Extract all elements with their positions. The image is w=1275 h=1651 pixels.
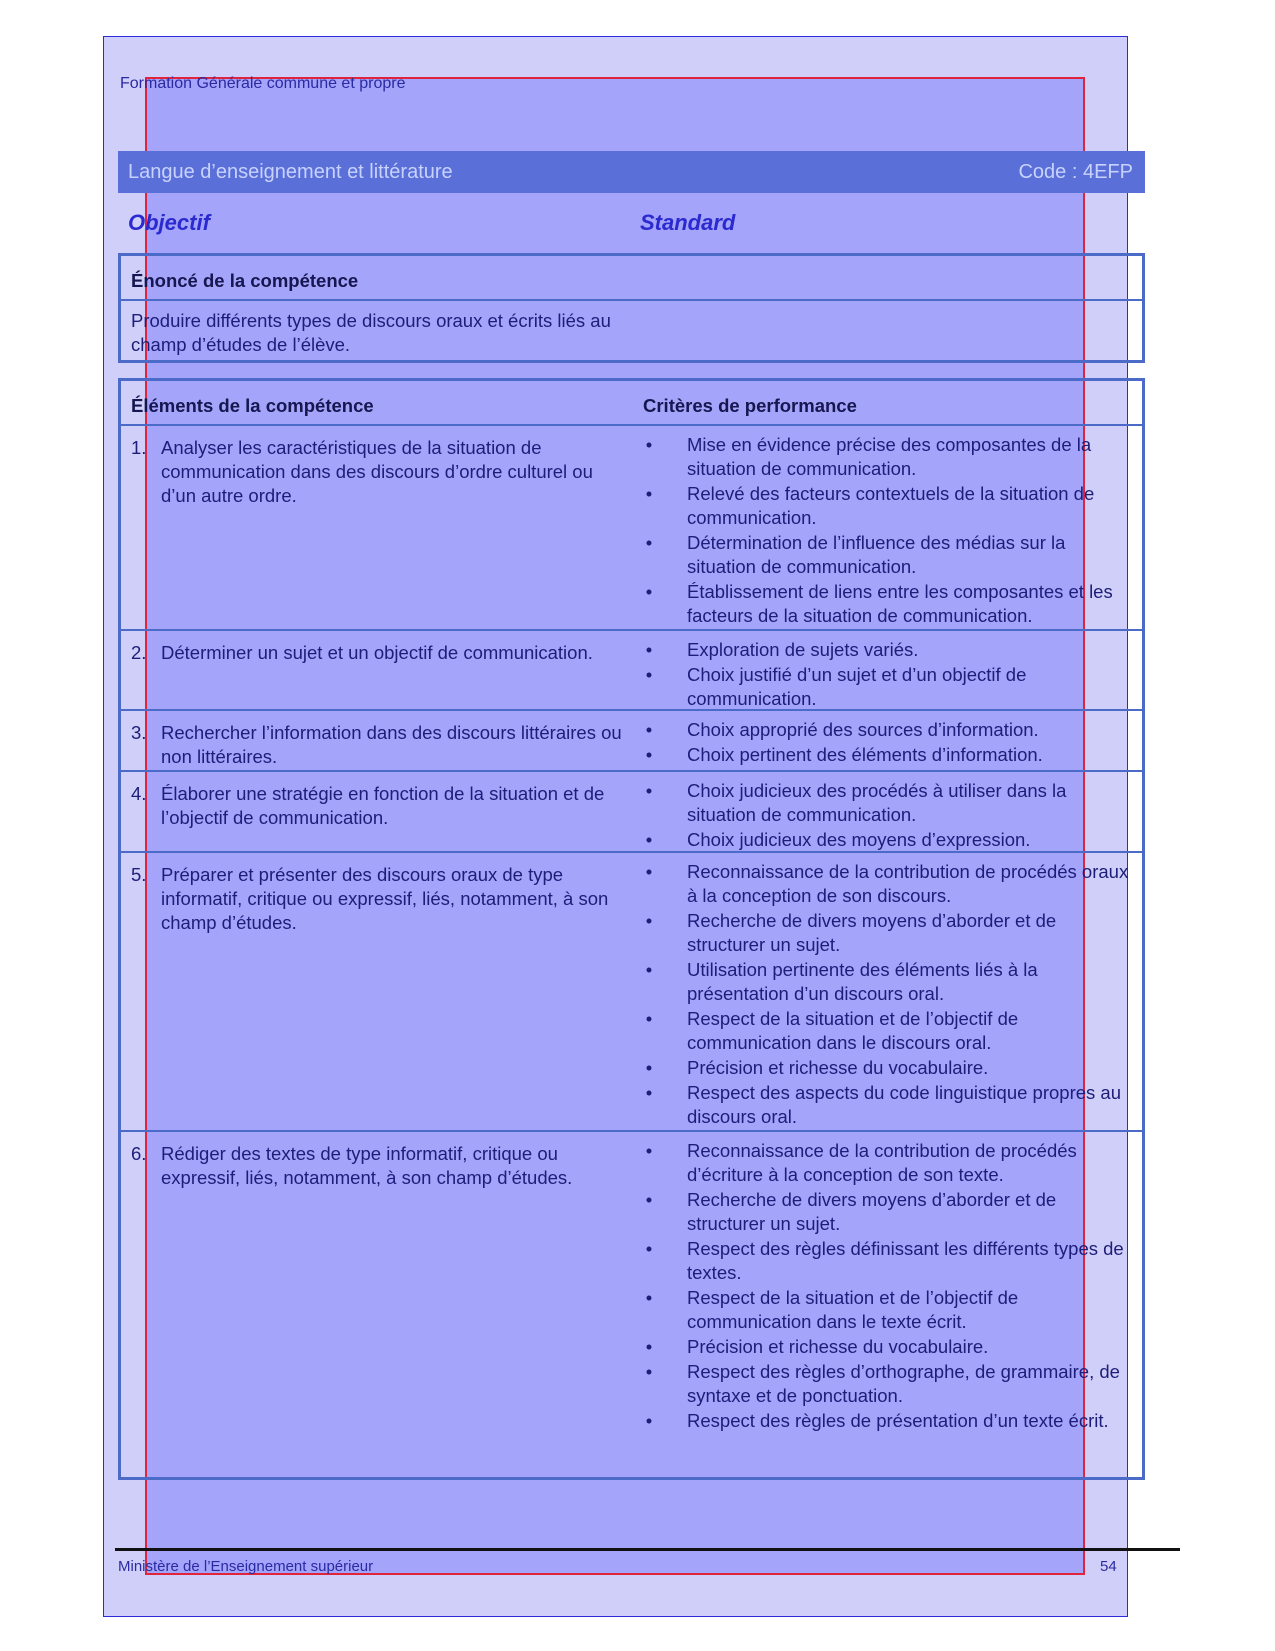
criteria-text: Recherche de divers moyens d’aborder et de structurer un sujet. <box>687 1189 1057 1234</box>
bullet-icon: • <box>645 780 653 801</box>
element-cell <box>131 863 631 935</box>
criteria-item <box>643 531 1133 579</box>
criteria-heading: Critères de performance <box>643 395 857 416</box>
criteria-text: Précision et richesse du vocabulaire. <box>687 1336 989 1357</box>
element-number: 2. <box>131 642 147 663</box>
criteria-item <box>643 1360 1133 1408</box>
bullet-icon: • <box>645 719 653 740</box>
elements-header-row <box>121 381 1142 426</box>
criteria-text: Reconnaissance de la contribution de procédés oraux à la conception de son discours. <box>687 861 1129 906</box>
bullet-icon: • <box>645 861 653 882</box>
criteria-item <box>643 860 1133 908</box>
bullet-icon: • <box>645 1361 653 1382</box>
criteria-item <box>643 779 1133 827</box>
criteria-item <box>643 743 1133 767</box>
bullet-icon: • <box>645 910 653 931</box>
table-row <box>121 772 1142 853</box>
bullet-icon: • <box>645 664 653 685</box>
bullet-icon: • <box>645 434 653 455</box>
element-number: 1. <box>131 437 147 458</box>
criteria-text: Choix judicieux des moyens d’expression. <box>687 829 1031 850</box>
criteria-text: Respect de la situation et de l’objectif de communication dans le texte écrit. <box>687 1287 1019 1332</box>
enonce-heading: Énoncé de la compétence <box>121 256 1142 301</box>
criteria-item <box>643 1056 1133 1080</box>
bullet-icon: • <box>645 532 653 553</box>
bullet-icon: • <box>645 483 653 504</box>
criteria-item <box>643 1237 1133 1285</box>
enonce-text: Produire différents types de discours oraux et écrits liés au champ d’études de l’élève. <box>131 310 611 355</box>
criteria-cell <box>643 1139 1133 1434</box>
title-bar <box>118 151 1145 193</box>
elements-rows <box>121 426 1142 1472</box>
bullet-icon: • <box>645 1287 653 1308</box>
element-cell <box>131 782 631 830</box>
bullet-icon: • <box>645 1336 653 1357</box>
elements-heading: Éléments de la compétence <box>131 395 374 416</box>
element-text: Rédiger des textes de type informatif, critique ou expressif, liés, notamment, à son champ d’études. <box>161 1143 573 1188</box>
criteria-text: Respect de la situation et de l’objectif de communication dans le discours oral. <box>687 1008 1019 1053</box>
element-cell <box>131 1142 631 1190</box>
table-row <box>121 711 1142 772</box>
element-number: 4. <box>131 783 147 804</box>
criteria-text: Utilisation pertinente des éléments liés à la présentation d’un discours oral. <box>687 959 1038 1004</box>
criteria-text: Reconnaissance de la contribution de procédés d’écriture à la conception de son texte. <box>687 1140 1077 1185</box>
bullet-icon: • <box>645 1410 653 1431</box>
criteria-item <box>643 482 1133 530</box>
bullet-icon: • <box>645 744 653 765</box>
criteria-text: Respect des aspects du code linguistique propres au discours oral. <box>687 1082 1121 1127</box>
criteria-text: Choix approprié des sources d’information. <box>687 719 1039 740</box>
bullet-icon: • <box>645 1082 653 1103</box>
criteria-text: Respect des règles définissant les différents types de textes. <box>687 1238 1124 1283</box>
criteria-item <box>643 1335 1133 1359</box>
bullet-icon: • <box>645 829 653 850</box>
element-text: Élaborer une stratégie en fonction de la situation et de l’objectif de communication. <box>161 783 605 828</box>
footer-ministry: Ministère de l’Enseignement supérieur <box>118 1558 374 1575</box>
criteria-text: Respect des règles de présentation d’un texte écrit. <box>687 1410 1109 1431</box>
element-text: Rechercher l’information dans des discours littéraires ou non littéraires. <box>161 722 622 767</box>
criteria-item <box>643 958 1133 1006</box>
criteria-text: Recherche de divers moyens d’aborder et de structurer un sujet. <box>687 910 1057 955</box>
criteria-item <box>643 909 1133 957</box>
element-cell <box>131 641 631 665</box>
criteria-item <box>643 580 1133 628</box>
criteria-item <box>643 1081 1133 1129</box>
element-cell <box>131 721 631 769</box>
criteria-text: Exploration de sujets variés. <box>687 639 919 660</box>
criteria-item <box>643 1188 1133 1236</box>
criteria-item <box>643 718 1133 742</box>
objectif-label: Objectif <box>128 210 210 235</box>
table-row <box>121 1132 1142 1472</box>
element-number: 5. <box>131 864 147 885</box>
criteria-cell <box>643 779 1133 853</box>
criteria-text: Établissement de liens entre les composantes et les facteurs de la situation de communication. <box>687 581 1113 626</box>
element-cell <box>131 436 631 508</box>
table-row <box>121 631 1142 711</box>
running-header: Formation Générale commune et propre <box>120 75 406 92</box>
table-row <box>121 853 1142 1132</box>
bullet-icon: • <box>645 639 653 660</box>
criteria-item <box>643 1139 1133 1187</box>
criteria-text: Détermination de l’influence des médias sur la situation de communication. <box>687 532 1066 577</box>
element-text: Déterminer un sujet et un objectif de communication. <box>161 642 593 663</box>
criteria-text: Choix judicieux des procédés à utiliser dans la situation de communication. <box>687 780 1067 825</box>
table-row <box>121 426 1142 631</box>
element-text: Analyser les caractéristiques de la situation de communication dans des discours d’ordre culturel ou d’un autre ordre. <box>161 437 593 506</box>
criteria-cell <box>643 860 1133 1130</box>
elements-table <box>118 378 1145 1480</box>
bullet-icon: • <box>645 1057 653 1078</box>
bullet-icon: • <box>645 1238 653 1259</box>
enonce-box <box>118 253 1145 363</box>
criteria-text: Relevé des facteurs contextuels de la situation de communication. <box>687 483 1095 528</box>
criteria-item <box>643 1409 1133 1433</box>
criteria-cell <box>643 433 1133 629</box>
footer-rule <box>115 1548 1180 1551</box>
criteria-item <box>643 828 1133 852</box>
criteria-text: Mise en évidence précise des composantes de la situation de communication. <box>687 434 1092 479</box>
criteria-item <box>643 1007 1133 1055</box>
criteria-cell <box>643 638 1133 712</box>
criteria-item <box>643 433 1133 481</box>
criteria-text: Respect des règles d’orthographe, de grammaire, de syntaxe et de ponctuation. <box>687 1361 1120 1406</box>
criteria-item <box>643 663 1133 711</box>
document-title: Langue d’enseignement et littérature <box>128 161 453 183</box>
criteria-cell <box>643 718 1133 768</box>
bullet-icon: • <box>645 1008 653 1029</box>
bullet-icon: • <box>645 581 653 602</box>
bullet-icon: • <box>645 959 653 980</box>
bullet-icon: • <box>645 1140 653 1161</box>
element-number: 3. <box>131 722 147 743</box>
page-number: 54 <box>1100 1558 1117 1575</box>
course-code: Code : 4EFP <box>1018 161 1133 183</box>
element-number: 6. <box>131 1143 147 1164</box>
criteria-item <box>643 638 1133 662</box>
criteria-text: Précision et richesse du vocabulaire. <box>687 1057 989 1078</box>
bullet-icon: • <box>645 1189 653 1210</box>
criteria-item <box>643 1286 1133 1334</box>
standard-label: Standard <box>640 210 736 235</box>
criteria-text: Choix justifié d’un sujet et d’un objectif de communication. <box>687 664 1027 709</box>
element-text: Préparer et présenter des discours oraux de type informatif, critique ou expressif, liés, notamment, à son champ d’études. <box>161 864 609 933</box>
criteria-text: Choix pertinent des éléments d’information. <box>687 744 1043 765</box>
